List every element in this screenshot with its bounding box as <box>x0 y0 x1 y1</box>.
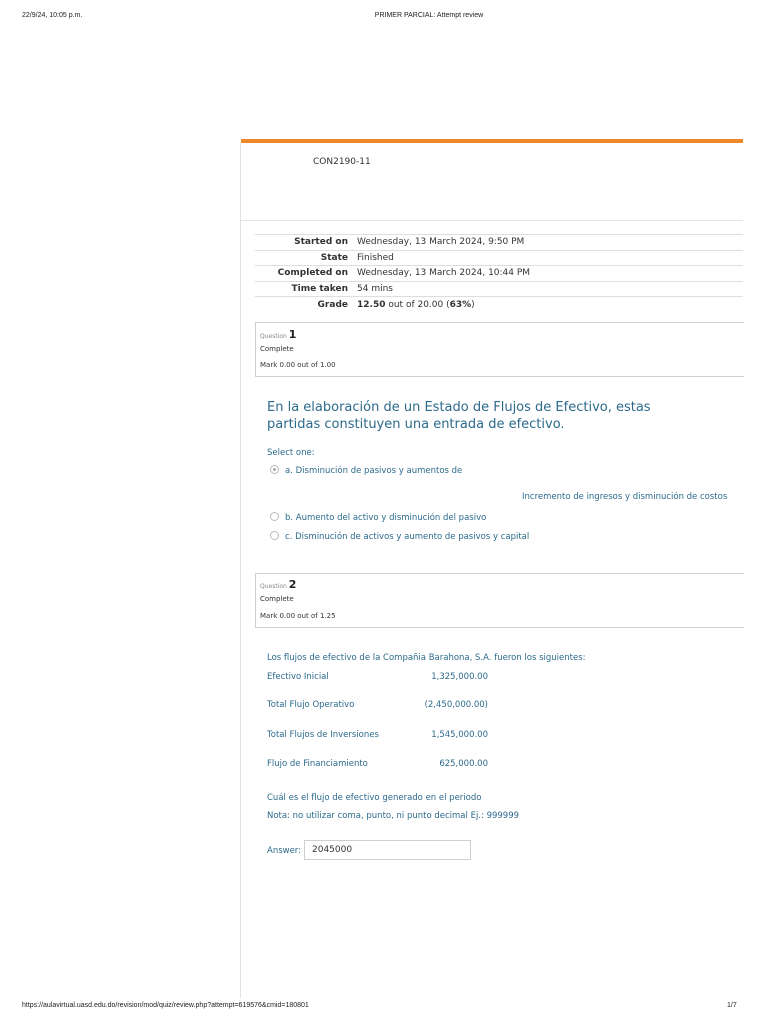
summary-label: State <box>255 250 357 266</box>
question-prefix: Question <box>260 583 287 590</box>
grade-value <box>357 297 743 312</box>
grade-label: Grade <box>255 297 357 312</box>
question-mark: Mark 0.00 out of 1.25 <box>260 612 336 620</box>
grade-score: 12.50 <box>357 299 386 310</box>
flow-label: Total Flujos de Inversiones <box>267 730 379 740</box>
summary-row <box>255 250 743 266</box>
left-divider <box>240 143 241 998</box>
option-label: a. Disminución de pasivos y aumentos de <box>285 466 463 476</box>
print-header <box>0 12 768 24</box>
summary-row <box>255 281 743 297</box>
summary-row-grade <box>255 297 743 312</box>
course-code[interactable]: CON2190-11 <box>313 157 371 167</box>
option-c[interactable] <box>270 531 529 542</box>
flow-value: (2,450,000.00) <box>424 700 488 710</box>
summary-value: Wednesday, 13 March 2024, 9:50 PM <box>357 235 743 251</box>
print-url: https://aulavirtual.uasd.edu.do/revision/mod/quiz/review.php?attempt=619576&cmid=180801 <box>22 1002 309 1009</box>
option-b[interactable] <box>270 512 486 523</box>
flow-label: Flujo de Financiamiento <box>267 759 368 769</box>
summary-value: Finished <box>357 250 743 266</box>
flow-value: 625,000.00 <box>439 759 488 769</box>
question-mark: Mark 0.00 out of 1.00 <box>260 361 336 369</box>
header-divider <box>241 220 743 221</box>
question-2-intro: Los flujos de efectivo de la Compañia Barahona, S.A. fueron los siguientes: <box>267 653 586 663</box>
summary-row <box>255 235 743 251</box>
answer-input[interactable] <box>304 840 471 860</box>
summary-value: 54 mins <box>357 281 743 297</box>
flow-value: 1,325,000.00 <box>431 672 488 682</box>
flow-value: 1,545,000.00 <box>431 730 488 740</box>
option-label: c. Disminución de activos y aumento de pasivos y capital <box>285 532 530 542</box>
radio-icon[interactable] <box>270 512 279 521</box>
option-a-continuation: Incremento de ingresos y disminución de costos <box>522 492 728 502</box>
summary-label: Time taken <box>255 281 357 297</box>
answer-label: Answer: <box>267 846 302 856</box>
question-2-note: Nota: no utilizar coma, punto, ni punto decimal Ej.: 999999 <box>267 811 520 821</box>
flow-label: Efectivo Inicial <box>267 672 329 682</box>
question-number <box>260 578 296 591</box>
question-number-value: 2 <box>288 578 297 591</box>
question-number-value: 1 <box>288 328 297 341</box>
question-number <box>260 328 296 341</box>
attempt-summary-table <box>255 234 743 312</box>
select-one-label: Select one: <box>267 448 315 458</box>
question-state: Complete <box>260 345 294 353</box>
option-a[interactable] <box>270 465 462 476</box>
grade-out-of: out of 20.00 ( <box>388 299 450 310</box>
question-1-text: En la elaboración de un Estado de Flujos de Efectivo, estas partidas constituyen una entrada de efectivo. <box>267 400 651 432</box>
summary-label: Started on <box>255 235 357 251</box>
print-date: 22/9/24, 10:05 p.m. <box>22 12 83 19</box>
print-page-number: 1/7 <box>727 1002 737 1009</box>
radio-icon[interactable] <box>270 531 279 540</box>
course-header-accent-bar <box>241 139 743 143</box>
question-prefix: Question <box>260 333 287 340</box>
question-1-info <box>255 322 744 377</box>
question-2-info <box>255 573 744 628</box>
print-title: PRIMER PARCIAL: Attempt review <box>374 12 484 19</box>
option-label: b. Aumento del activo y disminución del pasivo <box>285 513 487 523</box>
flow-label: Total Flujo Operativo <box>267 700 355 710</box>
grade-percent: 63% <box>449 299 472 310</box>
question-2-prompt: Cuál es el flujo de efectivo generado en el periodo <box>267 793 482 803</box>
question-state: Complete <box>260 595 294 603</box>
grade-close: ) <box>471 299 475 310</box>
summary-row <box>255 266 743 282</box>
summary-value: Wednesday, 13 March 2024, 10:44 PM <box>357 266 743 282</box>
radio-selected-icon[interactable] <box>270 465 279 474</box>
summary-label: Completed on <box>255 266 357 282</box>
